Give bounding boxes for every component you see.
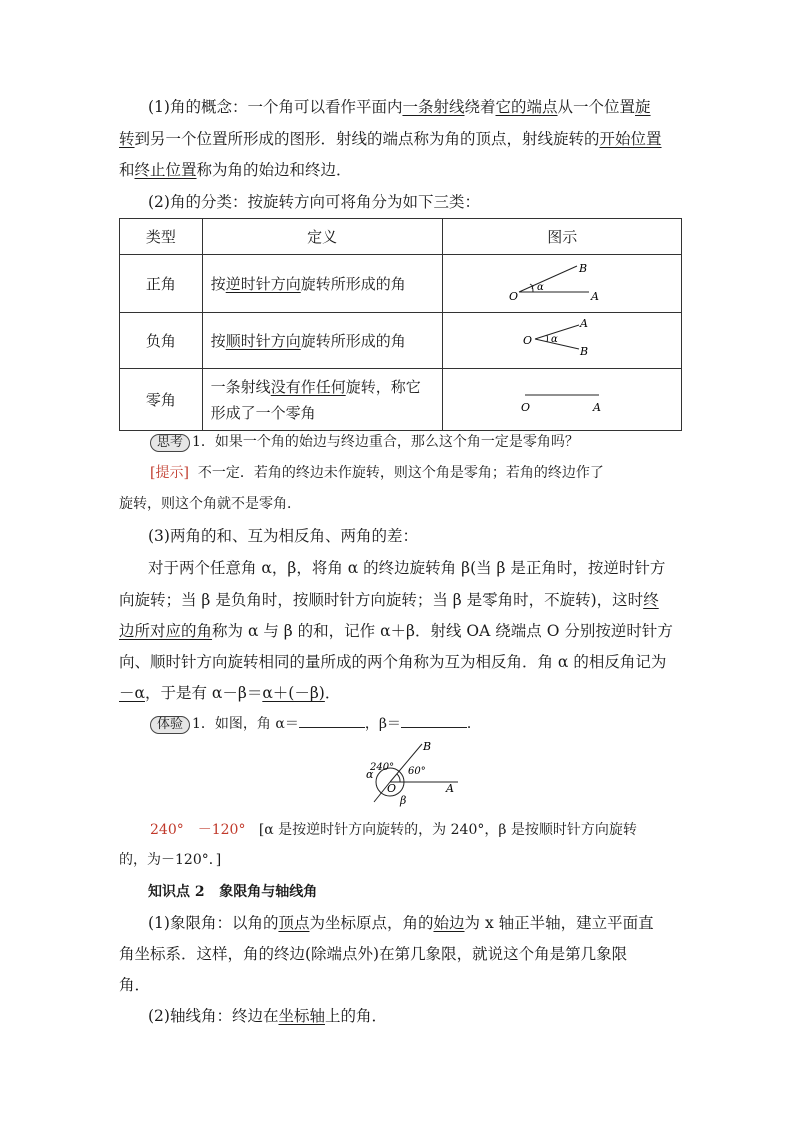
type-negative: 负角 — [120, 313, 203, 369]
text: 旋转所形成的角 — [300, 332, 406, 350]
table-row — [120, 313, 682, 369]
answer-no-rotation: 没有作任何 — [270, 377, 346, 396]
text: 按 — [210, 332, 226, 350]
text: 称为角的始边和终边． — [196, 161, 352, 179]
label-60: 60° — [408, 766, 426, 777]
sum-line-5 — [119, 681, 340, 705]
header-figure: 图示 — [443, 219, 682, 255]
negative-angle-figure — [517, 317, 607, 361]
text: 从一个位置 — [557, 98, 636, 116]
label-O: O — [523, 333, 533, 347]
definition-zero — [202, 369, 443, 431]
answer-values: 240° －120° — [150, 822, 246, 838]
definition-negative — [202, 313, 443, 369]
text: ，于是有 α－β＝ — [144, 684, 263, 702]
answer-coordinate-axis: 坐标轴 — [278, 1007, 325, 1025]
text: 上的角． — [324, 1007, 387, 1025]
exercise-angle-figure — [360, 740, 470, 808]
answer-end-position: 终止位置 — [134, 161, 197, 179]
exercise-badge: 体验 — [150, 716, 190, 734]
answer-start-position: 开始位置 — [599, 130, 662, 148]
quadrant-line-1 — [148, 911, 654, 935]
label-beta: β — [400, 794, 407, 807]
text: 一条射线 — [210, 377, 271, 396]
answer-negative-alpha: －α — [119, 684, 145, 702]
text: 向旋转；当 β 是负角时，按顺时针方向旋转；当 β 是零角时，不旋转)，这时 — [119, 591, 644, 609]
arc-alpha — [547, 335, 548, 342]
text: 不一定．若角的终边未作旋转，则这个角是零角；若角的终边作了 — [197, 465, 604, 481]
label-240: 240° — [370, 762, 395, 773]
text: ． — [466, 716, 481, 732]
answer-initial-side: 始边 — [433, 914, 465, 932]
answer-rotate-1: 旋 — [635, 98, 651, 116]
sum-line-3 — [119, 619, 673, 643]
zero-angle-figure — [517, 381, 607, 415]
hint-line-1 — [150, 461, 604, 485]
ray-OB — [519, 266, 577, 292]
text: [α 是按逆时针方向旋转的，为 240°，β 是按顺时针方向旋转 — [258, 822, 637, 838]
figure-positive-angle — [443, 255, 682, 313]
sum-diff-title: (3)两角的和、互为相反角、两角的差： — [148, 527, 418, 545]
blank-alpha — [299, 713, 365, 728]
header-type: 类型 — [120, 219, 203, 255]
table-row — [120, 369, 682, 431]
think-badge: 思考 — [150, 434, 190, 452]
sum-line-1: 对于两个任意角 α，β，将角 α 的终边旋转角 β(当 β 是正角时，按逆时针方 — [148, 559, 666, 577]
label-A: A — [580, 316, 589, 330]
exercise-answer-1 — [150, 818, 637, 842]
label-alpha: α — [551, 333, 558, 345]
text: 形成了一个零角 — [210, 403, 316, 422]
quadrant-line-2: 角坐标系．这样，角的终边(除端点外)在第几象限，就说这个角是第几象限 — [119, 945, 628, 963]
text: 1．如果一个角的始边与终边重合，那么这个角一定是零角吗？ — [192, 434, 579, 450]
type-positive: 正角 — [120, 255, 203, 313]
text: 和 — [119, 161, 135, 179]
exercise-answer-2: 的，为－120°．] — [119, 852, 222, 868]
blank-beta — [401, 713, 467, 728]
label-B: B — [579, 261, 588, 275]
figure-negative-angle — [443, 313, 682, 369]
positive-angle-figure — [507, 260, 617, 304]
hint-line-2: 旋转，则这个角就不是零角． — [119, 496, 301, 512]
text: (2)轴线角：终边在 — [148, 1007, 279, 1025]
answer-ray: 一条射线 — [402, 98, 465, 116]
text: 到另一个位置所形成的图形．射线的端点称为角的顶点，射线旋转的 — [134, 130, 600, 148]
axis-angle-line — [148, 1004, 387, 1028]
label-A: A — [446, 782, 454, 795]
text: ． — [324, 684, 341, 702]
concept-line-1 — [148, 95, 651, 119]
exercise-question — [150, 712, 481, 736]
label-A: A — [593, 400, 602, 414]
label-alpha: α — [537, 281, 544, 293]
answer-endpoint: 它的端点 — [495, 98, 558, 116]
label-A: A — [591, 289, 600, 303]
sum-line-2 — [119, 588, 659, 612]
definition-positive — [202, 255, 443, 313]
text: 按 — [210, 275, 226, 293]
text: 绕着 — [464, 98, 496, 116]
text: ，β＝ — [364, 716, 401, 732]
text: 称为 α 与 β 的和，记作 α＋β．射线 OA 绕端点 O 分别按逆时针方 — [212, 622, 673, 640]
answer-difference: α＋(－β) — [262, 684, 325, 702]
concept-line-2 — [119, 127, 662, 151]
text: 旋转所形成的角 — [300, 275, 406, 293]
header-definition: 定义 — [202, 219, 443, 255]
arc-60 — [397, 774, 400, 782]
kp-title: 象限角与轴线角 — [219, 884, 318, 900]
text: 为坐标原点，角的 — [309, 914, 434, 932]
label-B: B — [423, 740, 432, 753]
quadrant-line-3: 角． — [119, 976, 151, 994]
knowledge-point-heading — [148, 880, 317, 904]
answer-terminal-2: 边所对应的角 — [119, 622, 213, 640]
classification-intro: (2)角的分类：按旋转方向可将角分为如下三类： — [148, 193, 480, 211]
answer-vertex: 顶点 — [278, 914, 310, 932]
hint-label: [提示] — [150, 465, 189, 481]
sum-line-4: 向、顺时针方向旋转相同的量所成的两个角称为互为相反角．角 α 的相反角记为 — [119, 653, 667, 671]
label-alpha: α — [366, 768, 374, 781]
type-zero: 零角 — [120, 369, 203, 431]
label-B: B — [580, 344, 589, 358]
think-question — [150, 430, 579, 454]
text: (1)象限角：以角的 — [148, 914, 279, 932]
text: 1．如图，角 α＝ — [192, 716, 299, 732]
concept-line-3 — [119, 158, 352, 182]
text: 旋转，称它 — [345, 377, 421, 396]
label-O: O — [509, 289, 519, 303]
answer-terminal-1: 终 — [643, 591, 659, 609]
table-header-row — [120, 219, 682, 255]
answer-cw: 顺时针方向 — [225, 332, 301, 350]
figure-zero-angle — [443, 369, 682, 431]
kp-label: 知识点 2 — [148, 884, 205, 900]
angle-type-table — [119, 218, 682, 431]
text: (1)角的概念：一个角可以看作平面内 — [148, 98, 403, 116]
label-O: O — [387, 782, 397, 795]
table-row — [120, 255, 682, 313]
answer-ccw: 逆时针方向 — [225, 275, 301, 293]
label-O: O — [521, 400, 531, 414]
answer-rotate-2: 转 — [119, 130, 135, 148]
text: 为 x 轴正半轴，建立平面直 — [464, 914, 654, 932]
